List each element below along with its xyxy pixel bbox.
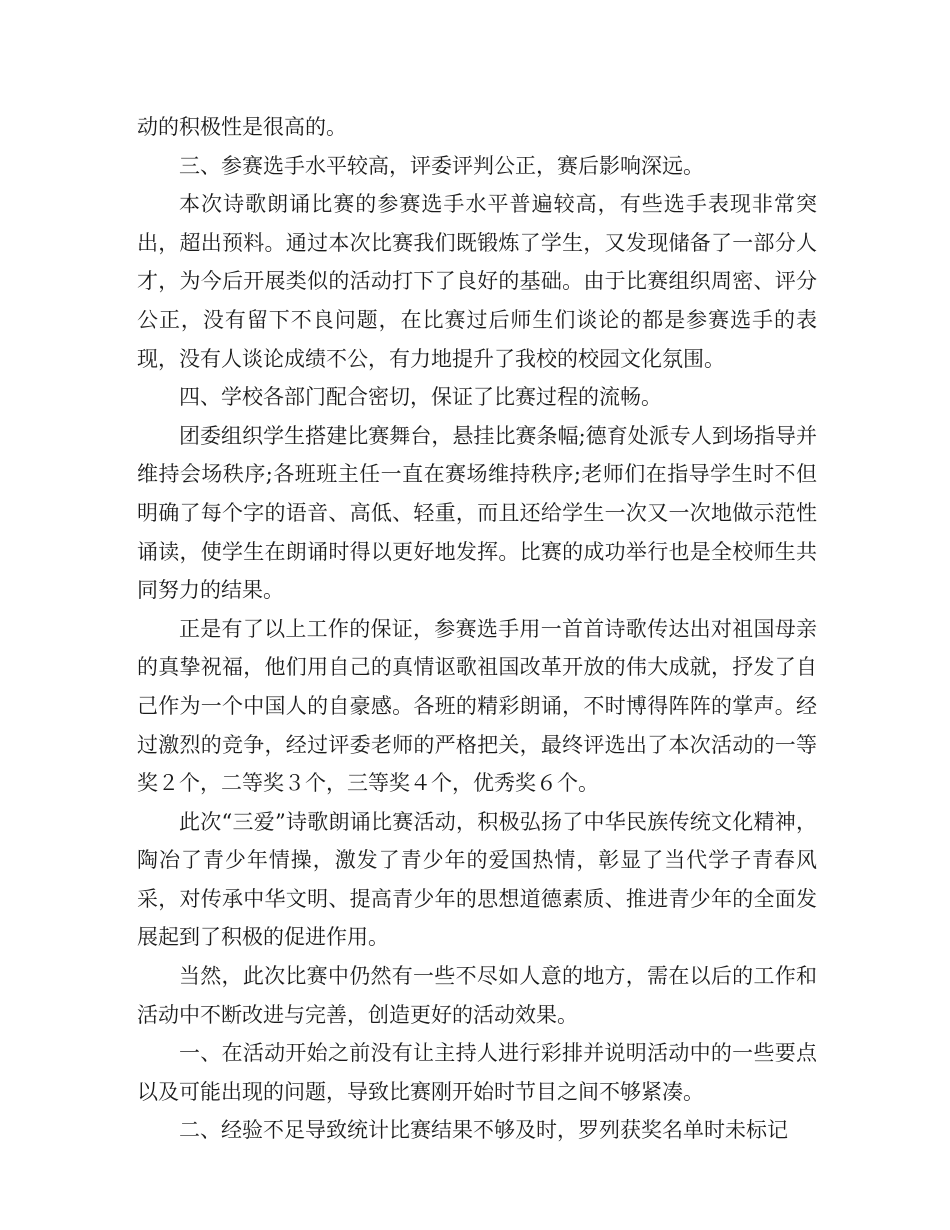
paragraph-shortcomings-intro: 当然，此次比赛中仍然有一些不尽如人意的地方，需在以后的工作和活动中不断改进与完善，创造更好的活动效果。 <box>137 964 817 1027</box>
paragraph-shortcoming-one: 一、在活动开始之前没有让主持人进行彩排并说明活动中的一些要点以及可能出现的问题，导致比赛刚开始时节目之间不够紧凑。 <box>137 1041 817 1104</box>
paragraph-heading-three: 三、参赛选手水平较高，评委评判公正，赛后影响深远。 <box>179 153 704 178</box>
paragraph-contestant-level: 本次诗歌朗诵比赛的参赛选手水平普遍较高，有些选手表现非常突出，超出预料。通过本次比赛我们既锻炼了学生，又发现储备了一部分人才，为今后开展类似的活动打下了良好的基础。由于比赛组织周密、评分公正，没有留下不良问题，在比赛过后师生们谈论的都是参赛选手的表现，没有人谈论成绩不公，有力地提升了我校的校园文化氛围。 <box>137 192 817 371</box>
document-body <box>137 108 817 1150</box>
paragraph-significance: 此次“三爱”诗歌朗诵比赛活动，积极弘扬了中华民族传统文化精神，陶冶了青少年情操，激发了青少年的爱国热情，彰显了当代学子青春风采，对传承中华文明、提高青少年的思想道德素质、推进青少年的全面发展起到了积极的促进作用。 <box>137 809 817 950</box>
paragraph-heading-four: 四、学校各部门配合密切，保证了比赛过程的流畅。 <box>179 385 662 410</box>
paragraph-results: 正是有了以上工作的保证，参赛选手用一首首诗歌传达出对祖国母亲的真挚祝福，他们用自己的真情讴歌祖国改革开放的伟大成就，抒发了自己作为一个中国人的自豪感。各班的精彩朗诵，不时博得阵阵的掌声。经过激烈的竞争，经过评委老师的严格把关，最终评选出了本次活动的一等奖２个，二等奖３个，三等奖４个，优秀奖６个。 <box>137 616 817 796</box>
paragraph-department-cooperation: 团委组织学生搭建比赛舞台，悬挂比赛条幅;德育处派专人到场指导并维持会场秩序;各班班主任一直在赛场维持秩序;老师们在指导学生时不但明确了每个字的语音、高低、轻重，而且还给学生一次又一次地做示范性诵读，使学生在朗诵时得以更好地发挥。比赛的成功举行也是全校师生共同努力的结果。 <box>137 423 817 603</box>
paragraph-continuation: 动的积极性是很高的。 <box>137 115 347 139</box>
paragraph-shortcoming-two: 二、经验不足导致统计比赛结果不够及时，罗列获奖名单时未标记 <box>179 1118 788 1143</box>
